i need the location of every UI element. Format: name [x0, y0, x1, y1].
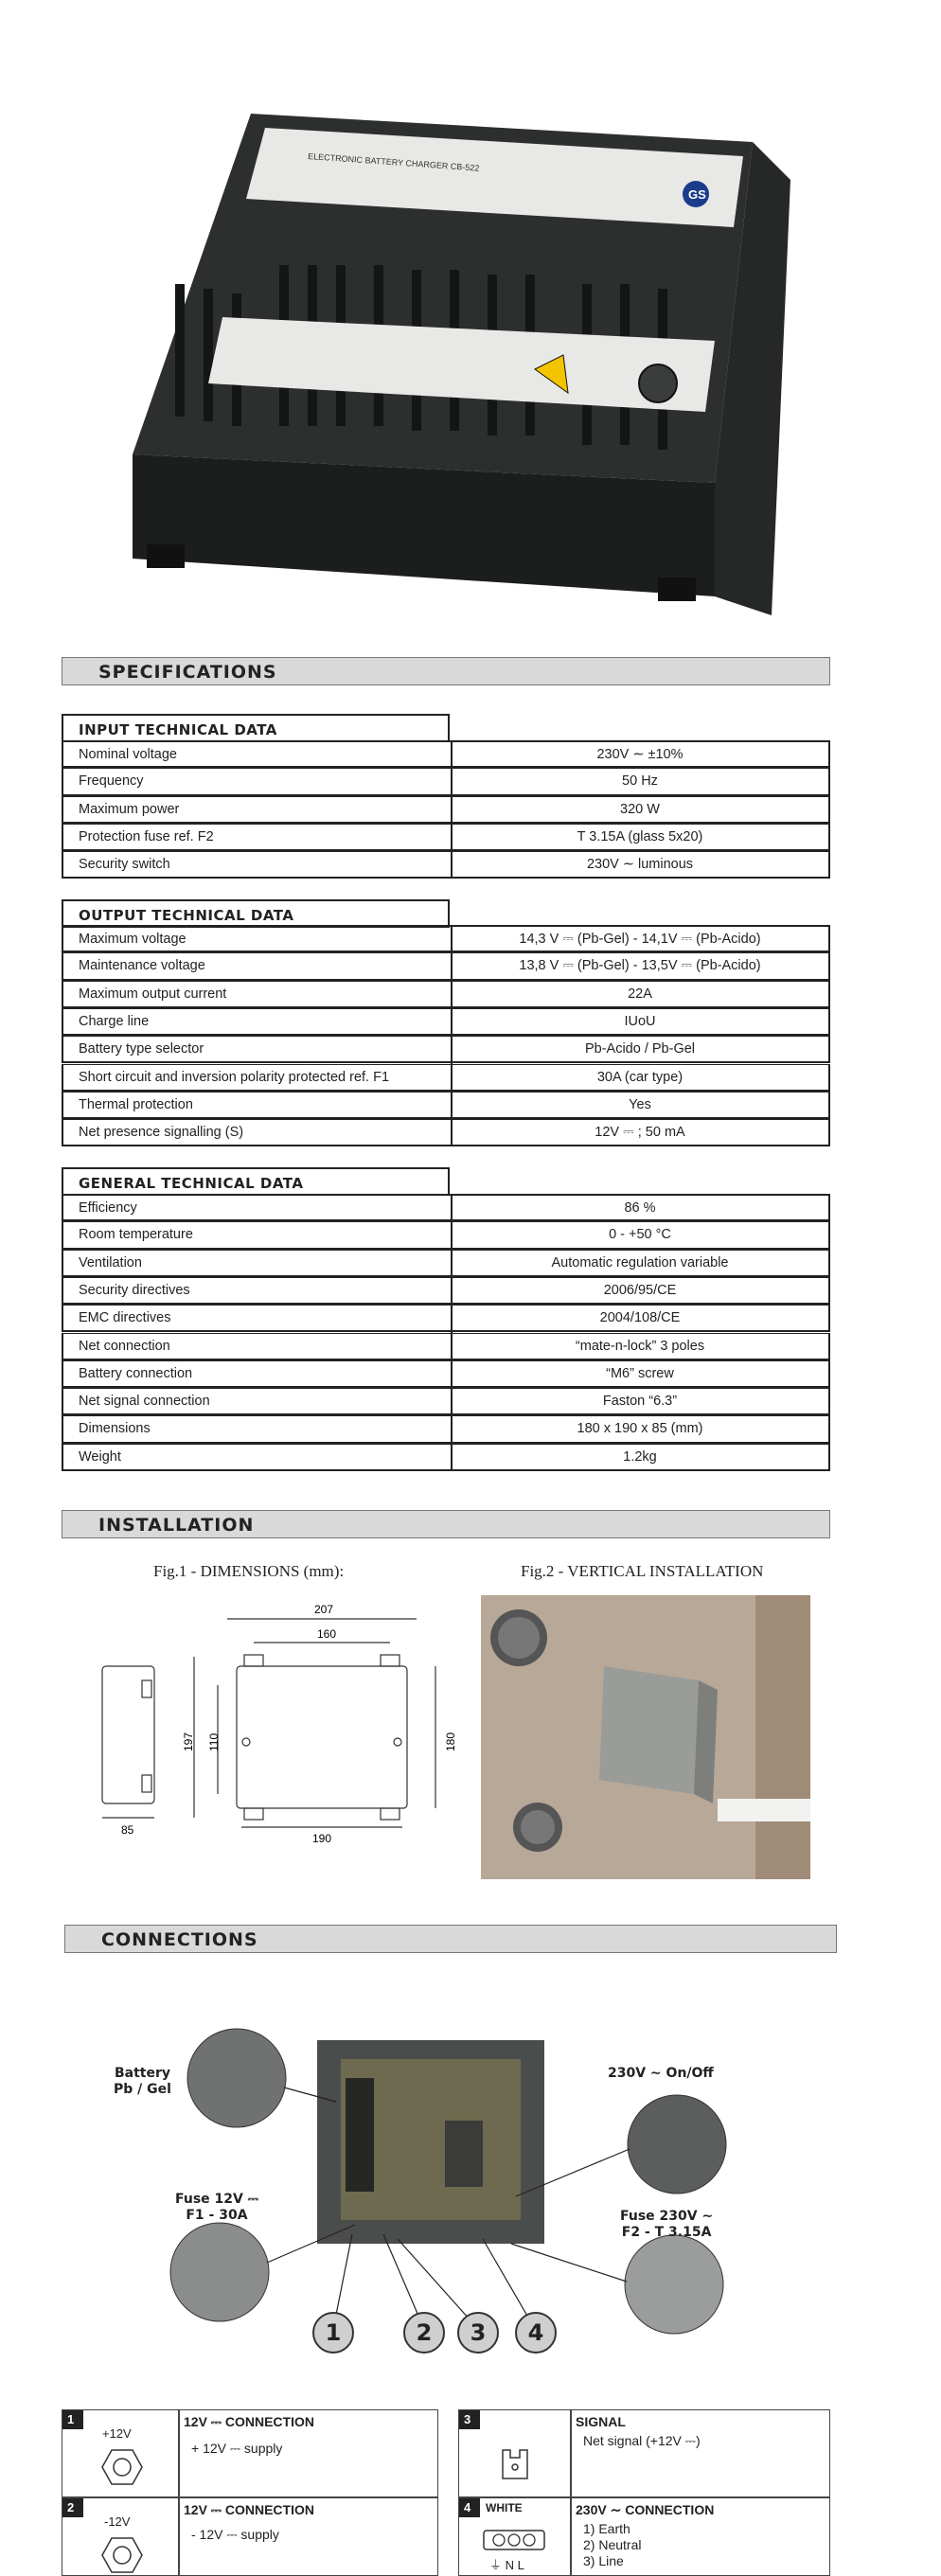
fig1-caption: Fig.1 - DIMENSIONS (mm): [153, 1562, 345, 1580]
hex-nut-icon [100, 2448, 144, 2486]
connection-number-4: 4 [515, 2312, 557, 2354]
spec-value: Pb-Acido / Pb-Gel [584, 1041, 696, 1057]
spec-value: Faston “6.3” [602, 1394, 678, 1410]
fuse230-callout-line2: F2 - T 3.15A [621, 2225, 712, 2240]
connection-box-4-line-earth: 1) Earth [583, 2521, 630, 2536]
spec-label: Battery type selector [79, 1041, 204, 1057]
output-technical-data-heading [62, 899, 450, 928]
spec-label: Net signal connection [79, 1394, 210, 1410]
connection-box-4-line-neutral: 2) Neutral [583, 2537, 642, 2552]
spec-label: Short circuit and inversion polarity protected ref. F1 [79, 1069, 390, 1085]
spec-label: Security directives [79, 1282, 190, 1298]
battery-callout [114, 2066, 171, 2098]
connection-box-1-divider [178, 2410, 180, 2496]
faston-terminal-icon [499, 2446, 531, 2484]
spec-label: Weight [79, 1448, 121, 1465]
spec-row [62, 1250, 830, 1277]
connection-box-2-title: 12V ⎓ CONNECTION [184, 2502, 314, 2517]
dim-top-inner: 160 [317, 1627, 337, 1641]
spec-value: 230V ∼ ±10% [596, 747, 684, 762]
spec-value: T 3.15A (glass 5x20) [577, 828, 703, 844]
fuse230-callout-line1: Fuse 230V ∼ [620, 2209, 714, 2224]
spec-label: Nominal voltage [79, 747, 177, 762]
battery-callout-line2: Pb / Gel [114, 2082, 171, 2097]
connection-box-4-color: WHITE [486, 2501, 523, 2514]
dim-right: 180 [444, 1732, 457, 1751]
connection-box-2 [62, 2497, 438, 2576]
general-technical-data-heading [62, 1167, 450, 1196]
spec-value: 2004/108/CE [599, 1310, 681, 1326]
connections-title: CONNECTIONS [101, 1929, 258, 1950]
spec-value: 14,3 V ⎓ (Pb-Gel) - 14,1V ⎓ (Pb-Acido) [519, 932, 761, 947]
spec-value: IUoU [624, 1013, 656, 1029]
spec-label: Maximum output current [79, 986, 227, 1002]
spec-row [62, 1036, 830, 1063]
gs-badge: GS [688, 187, 706, 202]
spec-row [62, 824, 830, 851]
spec-value: 2006/95/CE [603, 1282, 677, 1298]
fig2-caption: Fig.2 - VERTICAL INSTALLATION [521, 1562, 764, 1580]
fuse12-callout [175, 2192, 258, 2224]
spec-label: Frequency [79, 773, 144, 790]
spec-value: 0 - +50 °C [609, 1227, 671, 1243]
connection-box-3 [458, 2409, 830, 2497]
spec-value: “mate-n-lock” 3 poles [575, 1338, 705, 1354]
spec-label: Thermal protection [79, 1096, 193, 1112]
spec-row [62, 925, 830, 952]
specifications-title: SPECIFICATIONS [98, 662, 277, 683]
spec-value: 12V ⎓ ; 50 mA [595, 1125, 685, 1141]
connection-box-2-line: - 12V ⎓ supply [191, 2527, 279, 2542]
spec-row [62, 1388, 830, 1415]
spec-label: Dimensions [79, 1421, 151, 1437]
connection-box-1-index: 1 [62, 2410, 83, 2429]
connection-box-1-icon-label: +12V [102, 2426, 132, 2441]
spec-row [62, 981, 830, 1008]
spec-row [62, 740, 830, 768]
spec-label: Ventilation [79, 1254, 142, 1270]
connection-box-3-title: SIGNAL [576, 2414, 626, 2429]
connections-section-bar [64, 1925, 837, 1953]
connection-number-2: 2 [403, 2312, 445, 2354]
connection-box-4-line-line: 3) Line [583, 2553, 624, 2568]
spec-label: Efficiency [79, 1200, 137, 1216]
spec-value: 30A (car type) [596, 1069, 684, 1085]
onoff-callout: 230V ∼ On/Off [608, 2066, 714, 2081]
connection-box-4-divider [570, 2498, 572, 2575]
connection-box-4-pin-labels: ⏚ N L [489, 2558, 524, 2572]
spec-label: Battery connection [79, 1365, 193, 1381]
spec-value: 230V ∼ luminous [586, 857, 694, 873]
battery-callout-line1: Battery [114, 2066, 170, 2081]
spec-label: Net presence signalling (S) [79, 1125, 244, 1141]
spec-value: 22A [628, 986, 652, 1002]
spec-value: Automatic regulation variable [551, 1254, 729, 1270]
installation-title: INSTALLATION [98, 1515, 255, 1536]
photo-label-text: ELECTRONIC BATTERY CHARGER CB-522 [307, 151, 480, 173]
dimensions-drawing [85, 1590, 464, 1856]
spec-row [62, 1305, 830, 1332]
vertical-installation-photo [481, 1595, 810, 1879]
spec-row [62, 1360, 830, 1388]
fuse12-callout-line1: Fuse 12V ⎓ [175, 2192, 258, 2207]
spec-label: Maximum voltage [79, 932, 186, 947]
spec-value: 13,8 V ⎓ (Pb-Gel) - 13,5V ⎓ (Pb-Acido) [519, 958, 761, 974]
connection-box-4 [458, 2497, 830, 2576]
spec-label: Room temperature [79, 1227, 193, 1243]
connection-box-2-divider [178, 2498, 180, 2575]
connection-number-1: 1 [312, 2312, 354, 2354]
installation-section-bar [62, 1510, 830, 1538]
connection-box-4-index: 4 [459, 2498, 480, 2517]
hex-nut-icon [100, 2536, 144, 2574]
spec-label: Maintenance voltage [79, 958, 205, 974]
spec-row [62, 1064, 830, 1092]
spec-row [62, 1092, 830, 1119]
fuse12-callout-line2: F1 - 30A [186, 2208, 248, 2223]
spec-label: Net connection [79, 1338, 170, 1354]
spec-value: 50 Hz [622, 773, 658, 790]
dim-left-inner: 110 [207, 1732, 221, 1751]
battery-charger-photo [90, 85, 885, 653]
dim-top-outer: 207 [314, 1603, 334, 1616]
spec-label: Charge line [79, 1013, 150, 1029]
spec-value: 86 % [624, 1200, 656, 1216]
spec-value: 180 x 190 x 85 (mm) [577, 1421, 703, 1437]
output-heading-text: OUTPUT TECHNICAL DATA [79, 907, 294, 924]
spec-label: EMC directives [79, 1310, 171, 1326]
spec-value: 1.2kg [623, 1448, 657, 1465]
spec-row [62, 796, 830, 824]
dim-bottom: 190 [312, 1832, 332, 1845]
spec-label: Protection fuse ref. F2 [79, 828, 214, 844]
spec-row [62, 952, 830, 980]
connection-box-2-index: 2 [62, 2498, 83, 2517]
input-heading-text: INPUT TECHNICAL DATA [79, 721, 277, 738]
connection-box-2-icon-label: -12V [104, 2514, 131, 2529]
spec-value: Yes [629, 1096, 651, 1112]
spec-row [62, 1221, 830, 1249]
spec-row [62, 1119, 830, 1146]
spec-row [62, 1333, 830, 1360]
spec-value: “M6” screw [606, 1365, 674, 1381]
specifications-section-bar [62, 657, 830, 685]
spec-row [62, 851, 830, 879]
spec-label: Maximum power [79, 801, 180, 817]
spec-label: Security switch [79, 857, 170, 873]
dim-side-width: 85 [121, 1823, 134, 1837]
spec-row [62, 1444, 830, 1471]
connection-box-1-line: + 12V ⎓ supply [191, 2441, 283, 2456]
mate-n-lock-connector-icon [476, 2527, 552, 2555]
general-heading-text: GENERAL TECHNICAL DATA [79, 1175, 304, 1192]
spec-row [62, 1008, 830, 1036]
spec-row [62, 1415, 830, 1443]
connection-box-4-title: 230V ∼ CONNECTION [576, 2502, 715, 2517]
connection-box-3-index: 3 [459, 2410, 480, 2429]
spec-row [62, 1277, 830, 1305]
dim-left-outer: 197 [182, 1732, 195, 1751]
connection-box-1 [62, 2409, 438, 2497]
spec-row [62, 768, 830, 795]
connection-box-4-lines [583, 2521, 641, 2569]
connection-box-1-title: 12V ⎓ CONNECTION [184, 2414, 314, 2429]
spec-row [62, 1194, 830, 1221]
spec-value: 320 W [620, 801, 660, 817]
fuse230-callout [620, 2209, 713, 2241]
connection-box-3-divider [570, 2410, 572, 2496]
connection-box-3-line: Net signal (+12V ⎓) [583, 2433, 701, 2448]
connection-number-3: 3 [457, 2312, 499, 2354]
input-technical-data-heading [62, 714, 450, 742]
